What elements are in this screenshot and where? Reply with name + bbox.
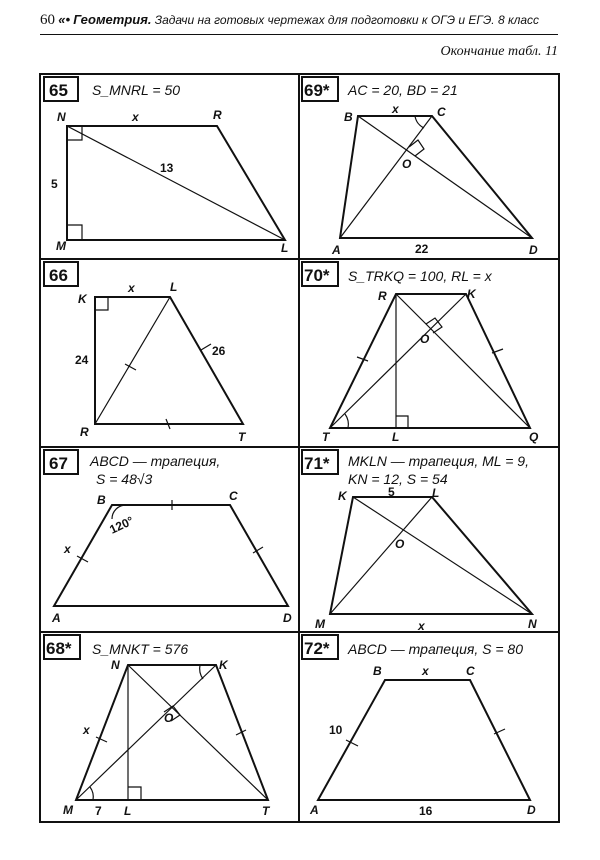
vertex-label: O — [164, 711, 174, 725]
vertex-label: Q — [529, 430, 539, 444]
figure-66 — [95, 297, 243, 429]
side-value: x — [128, 281, 135, 295]
problem-condition-2: S = 48√3 — [96, 471, 153, 487]
vertex-label: L — [170, 280, 178, 294]
problem-number: 66 — [49, 266, 68, 285]
figure-71 — [330, 497, 532, 614]
vertex-label: R — [213, 108, 222, 122]
figure-65 — [67, 126, 285, 240]
vertex-label: B — [97, 493, 106, 507]
side-value: x — [418, 619, 425, 633]
vertex-label: K — [338, 489, 347, 503]
side-value: 22 — [415, 242, 429, 256]
book-subtitle: Задачи на готовых чертежах для подготовки к ОГЭ и ЕГЭ. 8 класс — [154, 13, 540, 27]
figure-69 — [340, 116, 532, 238]
vertex-label: O — [402, 157, 412, 171]
side-value: 5 — [51, 177, 58, 191]
diagonal-value: 13 — [160, 161, 174, 175]
vertex-label: A — [332, 243, 341, 257]
side-value: 16 — [419, 804, 433, 818]
figure-68 — [76, 665, 268, 800]
vertex-label: N — [57, 110, 66, 124]
problem-number: 71* — [304, 454, 330, 473]
vertex-label: T — [262, 804, 270, 818]
vertex-label: B — [344, 110, 353, 124]
side-value: 7 — [95, 804, 102, 818]
problem-number: 72* — [304, 639, 330, 658]
side-value: x — [64, 542, 71, 556]
vertex-label: C — [229, 489, 238, 503]
chevrons: «• — [58, 12, 71, 27]
table-caption: Окончание табл. 11 — [440, 44, 558, 59]
vertex-label: C — [437, 105, 446, 119]
problem-number: 67 — [49, 454, 68, 473]
vertex-label: N — [111, 658, 120, 672]
vertex-label: L — [392, 430, 400, 444]
vertex-label: T — [322, 430, 330, 444]
table-grid — [40, 74, 559, 822]
problem-condition-2: KN = 12, S = 54 — [348, 471, 448, 487]
vertex-label: T — [238, 430, 246, 444]
vertex-label: D — [283, 611, 292, 625]
angle-value: 120° — [107, 513, 136, 537]
vertex-label: R — [80, 425, 89, 439]
vertex-label: K — [219, 658, 228, 672]
vertex-label: A — [52, 611, 61, 625]
side-value: x — [392, 102, 399, 116]
vertex-label: M — [315, 617, 325, 631]
side-value: x — [83, 723, 90, 737]
figure-67 — [54, 500, 288, 606]
side-value: 26 — [212, 344, 226, 358]
vertex-label: M — [63, 803, 73, 817]
problem-number: 68* — [46, 639, 72, 658]
side-value: 10 — [329, 723, 343, 737]
vertex-label: D — [527, 803, 536, 817]
vertex-label: K — [467, 287, 476, 301]
side-value: 24 — [75, 353, 89, 367]
problem-number: 69* — [304, 81, 330, 100]
vertex-label: O — [420, 332, 430, 346]
vertex-label: A — [310, 803, 319, 817]
problem-condition: ABCD — трапеция, S = 80 — [348, 641, 523, 657]
problem-number: 70* — [304, 266, 330, 285]
vertex-label: O — [395, 537, 405, 551]
side-value: x — [422, 664, 429, 678]
vertex-label: L — [281, 241, 289, 255]
side-value: x — [132, 110, 139, 124]
figure-72 — [318, 680, 530, 800]
page-number: 60 — [40, 12, 55, 28]
problem-number: 65 — [49, 81, 68, 100]
problem-condition: AC = 20, BD = 21 — [348, 82, 458, 98]
book-title: Геометрия. — [73, 12, 152, 27]
vertex-label: B — [373, 664, 382, 678]
vertex-label: N — [528, 617, 537, 631]
problem-condition: S_TRKQ = 100, RL = x — [348, 268, 492, 284]
vertex-label: R — [378, 289, 387, 303]
vertex-label: D — [529, 243, 538, 257]
side-value: 5 — [388, 485, 395, 499]
vertex-label: M — [56, 239, 66, 253]
problem-condition: S_MNKT = 576 — [92, 641, 189, 657]
vertex-label: L — [432, 486, 440, 500]
problem-condition: MKLN — трапеция, ML = 9, — [348, 453, 529, 469]
problem-condition: ABCD — трапеция, — [90, 453, 221, 469]
vertex-label: C — [466, 664, 475, 678]
figure-70 — [330, 294, 530, 428]
vertex-label: L — [124, 804, 132, 818]
problem-condition: S_MNRL = 50 — [92, 82, 181, 98]
vertex-label: K — [78, 292, 87, 306]
